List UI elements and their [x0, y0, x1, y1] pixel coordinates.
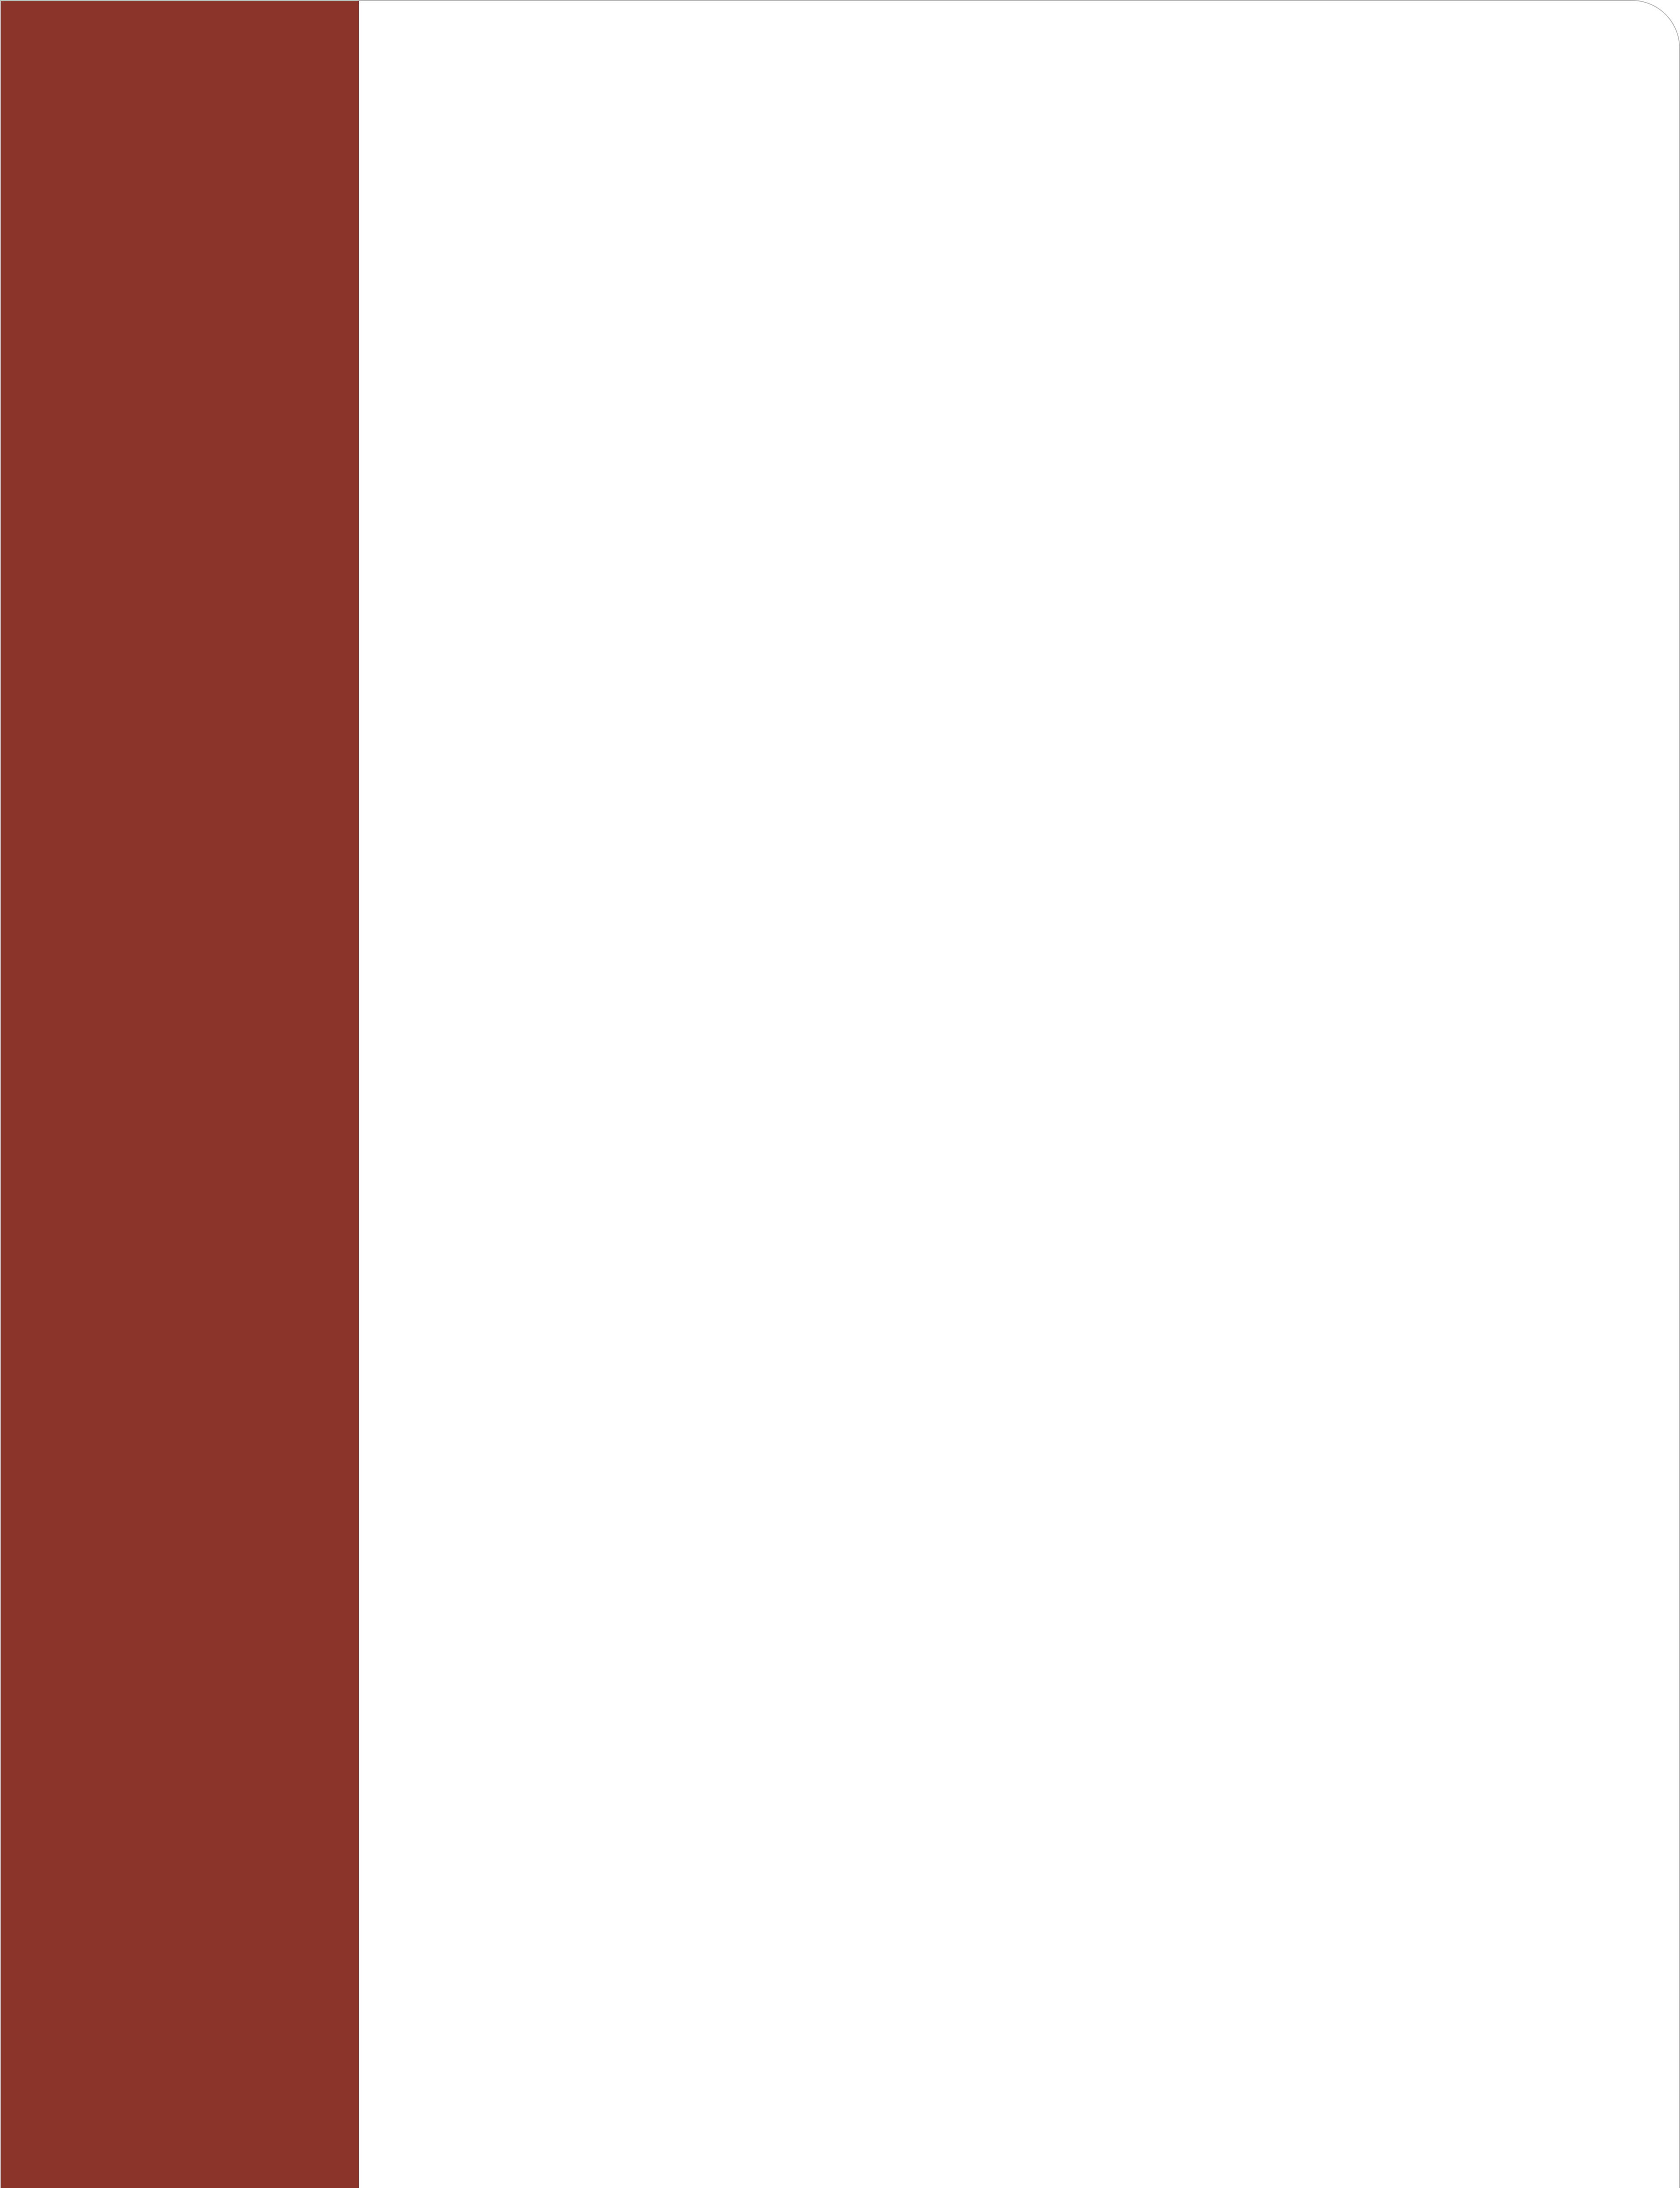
leaf-pattern-top-icon: [1270, 18, 1680, 298]
sidebar: [1, 1, 359, 2188]
leaf-pattern-bottom-icon: [1344, 1922, 1659, 2188]
